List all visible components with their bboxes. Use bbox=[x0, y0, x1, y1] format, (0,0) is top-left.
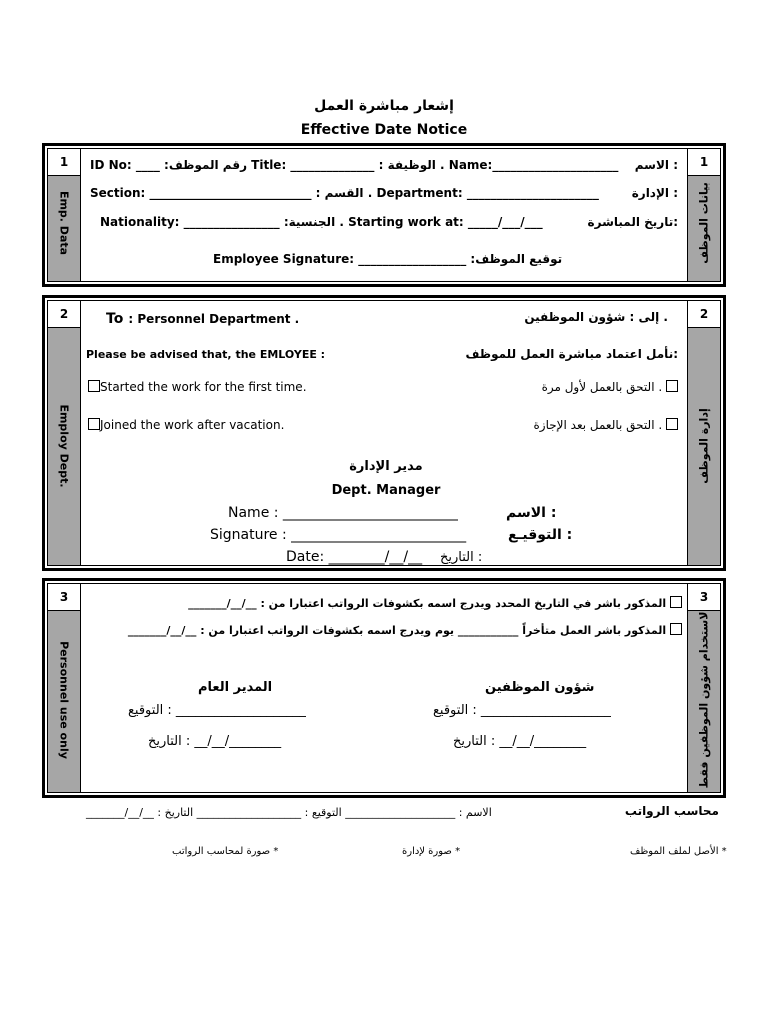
general-manager-signature[interactable]: ____________________ : التوقيع bbox=[128, 703, 306, 718]
manager-signature-label-ar: : التوقيـع bbox=[508, 527, 573, 543]
checkbox-late[interactable] bbox=[670, 623, 682, 635]
start-date-label-ar: :تاريخ المباشرة bbox=[587, 215, 678, 229]
checkbox-after-vacation-ar[interactable] bbox=[666, 418, 678, 430]
section-number: 1 bbox=[48, 149, 80, 176]
checkbox-after-vacation[interactable] bbox=[88, 418, 100, 430]
general-manager-title: المدير العام bbox=[198, 680, 273, 695]
checkbox-first-time-ar[interactable] bbox=[666, 380, 678, 392]
to-label: To bbox=[106, 311, 124, 327]
section-employee-department bbox=[42, 295, 726, 571]
form-title-arabic: إشعار مباشرة العمل bbox=[314, 98, 454, 114]
manager-name-label-ar: : الاسم bbox=[506, 505, 557, 521]
option-first-time-label: Started the work for the first time. bbox=[100, 380, 307, 394]
personnel-affairs-title: شؤون الموظفين bbox=[485, 680, 595, 695]
sidebar-label-en: Employ Dept. bbox=[57, 404, 71, 488]
dept-manager-title-en: Dept. Manager bbox=[331, 483, 441, 498]
section-number: 3 bbox=[688, 584, 720, 611]
sidebar-left bbox=[48, 301, 81, 565]
option-after-vacation-label: Joined the work after vacation. bbox=[100, 418, 285, 432]
section-department-line[interactable]: Section: ___________________________ : القسم . Department: ______________________ bbox=[90, 186, 599, 200]
id-title-name-line[interactable]: ID No: ____ :رقم الموظف Title: ______________ : الوظيفة . Name:_____________________ bbox=[90, 158, 619, 172]
sidebar-label-en: Personnel use only bbox=[57, 641, 71, 760]
personnel-signature[interactable]: ____________________ : التوقيع bbox=[433, 703, 611, 718]
employee-signature-line[interactable]: Employee Signature: __________________ :توقيع الموظف bbox=[213, 252, 563, 266]
section-personnel-use bbox=[42, 578, 726, 798]
copy-payroll-accountant: * صورة لمحاسب الرواتب bbox=[172, 846, 279, 857]
sidebar-left bbox=[48, 584, 81, 792]
manager-date-label-ar: : التاريخ bbox=[440, 550, 483, 565]
section-number: 2 bbox=[688, 301, 720, 328]
option-after-vacation[interactable] bbox=[88, 418, 284, 432]
copy-employee-file: * الأصل لملف الموظف bbox=[630, 846, 727, 857]
sidebar-label-ar: بيانات الموظف bbox=[697, 182, 711, 264]
dept-manager-title-ar: مدير الإدارة bbox=[349, 459, 423, 474]
copy-administration: * صورة لإدارة bbox=[402, 846, 461, 857]
section-number: 1 bbox=[688, 149, 720, 176]
to-text: : Personnel Department . bbox=[128, 312, 300, 326]
general-manager-date[interactable]: ________/__/__ : التاريخ bbox=[148, 734, 282, 749]
department-label-ar: : الإدارة bbox=[631, 186, 678, 200]
payroll-accountant-label: محاسب الرواتب bbox=[624, 804, 719, 818]
joined-on-time-label: المذكور باشر في التاريخ المحدد ويدرج اسمه بكشوفات الرواتب اعتبارا من : __/__/_______ bbox=[188, 597, 667, 610]
to-text-ar: . إلى : شؤون الموظفين bbox=[524, 310, 668, 324]
nationality-start-line[interactable]: Nationality: ________________ :الجنسية . Starting work at: _____/___/___ bbox=[100, 215, 543, 229]
option-first-time-ar-label: . التحق بالعمل لأول مرة bbox=[541, 380, 663, 394]
section-frame bbox=[47, 300, 721, 566]
name-label-ar: : الاسم bbox=[634, 158, 678, 172]
joined-on-time-option[interactable] bbox=[188, 596, 682, 610]
joined-late-option[interactable] bbox=[128, 623, 682, 637]
payroll-accountant-fields[interactable]: الاسم : ____________________ التوقيع : ___________________ التاريخ : __/__/_______ bbox=[86, 806, 492, 819]
option-first-time[interactable] bbox=[88, 380, 307, 394]
option-after-vacation-ar-label: . التحق بالعمل بعد الإجازة bbox=[533, 418, 663, 432]
manager-date-field[interactable]: Date: ________/__/__ bbox=[286, 549, 423, 565]
section-employee-data bbox=[42, 143, 726, 287]
personnel-date[interactable]: ________/__/__ : التاريخ bbox=[453, 734, 587, 749]
option-after-vacation-ar[interactable] bbox=[534, 418, 679, 432]
manager-name-field[interactable]: Name : _________________________ bbox=[228, 505, 458, 521]
sidebar-right bbox=[687, 149, 720, 281]
advise-text-en: Please be advised that, the EMLOYEE : bbox=[86, 348, 326, 361]
form-title-english: Effective Date Notice bbox=[300, 122, 468, 138]
checkbox-first-time[interactable] bbox=[88, 380, 100, 392]
section-frame bbox=[47, 583, 721, 793]
to-line bbox=[106, 308, 299, 327]
sidebar-label-en: Emp. Data bbox=[57, 190, 71, 255]
section-number: 3 bbox=[48, 584, 80, 611]
sidebar-right bbox=[687, 301, 720, 565]
sidebar-right bbox=[687, 584, 720, 792]
section-number: 2 bbox=[48, 301, 80, 328]
option-first-time-ar[interactable] bbox=[542, 380, 678, 394]
sidebar-label-ar: إدارة الموظف bbox=[697, 408, 711, 484]
sidebar-label-ar: لاستخدام شؤون الموظفين فقط bbox=[697, 612, 711, 789]
sidebar-left bbox=[48, 149, 81, 281]
manager-signature-field[interactable]: Signature : _________________________ bbox=[210, 527, 467, 543]
joined-late-label: المذكور باشر العمل متأخراً ___________ يوم ويدرج اسمه بكشوفات الرواتب اعتبارا من : __/__/_______ bbox=[127, 624, 667, 637]
checkbox-on-time[interactable] bbox=[670, 596, 682, 608]
section-frame bbox=[47, 148, 721, 282]
advise-text-ar: :نأمل اعتماد مباشرة العمل للموظف bbox=[465, 347, 678, 361]
